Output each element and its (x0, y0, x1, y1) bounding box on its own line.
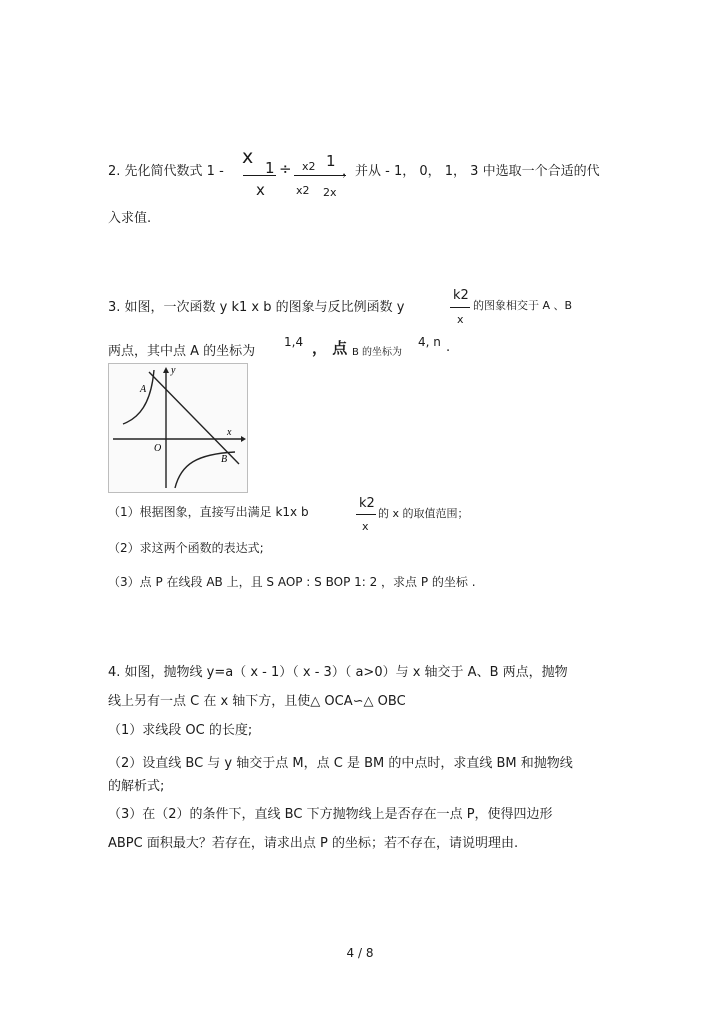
q2-frac1-denominator: x (256, 181, 265, 199)
q2-tail: ，并从 - 1， 0， 1， 3 中选取一个合适的代 (342, 164, 600, 179)
q3-sub1-denominator: x (362, 520, 369, 533)
q3-sub1-a: （1）根据图象，直接写出满足 k1x b (108, 505, 309, 519)
q3-graph-svg (109, 364, 247, 492)
q4-line1: 4. 如图，抛物线 y=a（ x - 1）（ x - 3）（ a>0）与 x 轴交于 A、B 两点，抛物 (108, 665, 568, 680)
q2-line2: 入求值. (108, 211, 152, 226)
q3-k2-numerator: k2 (453, 288, 469, 303)
q4-sub2-b: 的解析式; (108, 779, 165, 794)
q3-coord-b: 4, n (418, 335, 441, 349)
q3-label-a: A (140, 384, 147, 395)
q4-sub2-a: （2）设直线 BC 与 y 轴交于点 M，点 C 是 BM 的中点时，求直线 BM 和抛物线 (108, 756, 573, 771)
q2-frac2-bar (294, 175, 346, 176)
q2-div-sign: ÷ (279, 160, 292, 178)
q3-label-o: O (154, 443, 162, 454)
q3-sub1-numerator: k2 (359, 496, 375, 511)
page-number: 4 / 8 (346, 946, 374, 960)
q3-tail: 的图象相交于 A 、B (473, 299, 573, 312)
q3-k2-denominator: x (457, 313, 464, 326)
q3-k2-bar (450, 307, 470, 308)
q3-coord-a: 1,4 (284, 335, 304, 349)
q3-lead: 3. 如图，一次函数 y k1 x b 的图象与反比例函数 y (108, 300, 405, 315)
q3-comma-point: ， 点 (312, 339, 348, 357)
q3-label-b: B (221, 454, 228, 465)
q2-lead: 2. 先化简代数式 1 - (108, 164, 224, 179)
q2-frac1-numerator: x (242, 146, 254, 168)
q3-period: . (446, 340, 451, 355)
q3-line2-a: 两点，其中点 A 的坐标为 (108, 344, 256, 359)
q3-sub3: （3）点 P 在线段 AB 上，且 S AOP : S BOP 1: 2 ，求点 P 的坐标 . (108, 575, 476, 589)
q3-y-axis-arrow (163, 367, 169, 373)
q3-line2-b: B 的坐标为 (352, 347, 403, 358)
q3-x-axis-arrow (241, 436, 246, 442)
q3-label-x: x (227, 427, 232, 438)
q3-sub1-bar (356, 514, 376, 515)
q3-label-y: y (171, 365, 176, 376)
q4-sub1: （1）求线段 OC 的长度; (108, 723, 253, 738)
q3-linear-function (149, 372, 239, 464)
q3-sub2: （2）求这两个函数的表达式; (108, 541, 264, 555)
q4-line2: 线上另有一点 C 在 x 轴下方，且使△ OCA∽△ OBC (108, 694, 406, 709)
q2-frac3-numerator: 1 (326, 152, 336, 170)
q3-graph (108, 363, 248, 493)
q2-frac2-numerator: x2 (302, 160, 316, 173)
q2-frac1-numerator-minus: 1 (265, 159, 275, 177)
q3-sub1-b: 的 x 的取值范围； (378, 507, 469, 520)
q2-frac2-denominator: x2 (296, 184, 310, 197)
q4-sub3-b: ABPC 面积最大？若存在，请求出点 P 的坐标；若不存在，请说明理由. (108, 836, 519, 851)
q3-hyperbola-branch-left (123, 370, 154, 424)
q2-frac3-denominator: 2x (323, 186, 337, 199)
q4-sub3-a: （3）在（2）的条件下，直线 BC 下方抛物线上是否存在一点 P，使得四边形 (108, 807, 553, 822)
q2-frac1-bar (243, 175, 276, 176)
